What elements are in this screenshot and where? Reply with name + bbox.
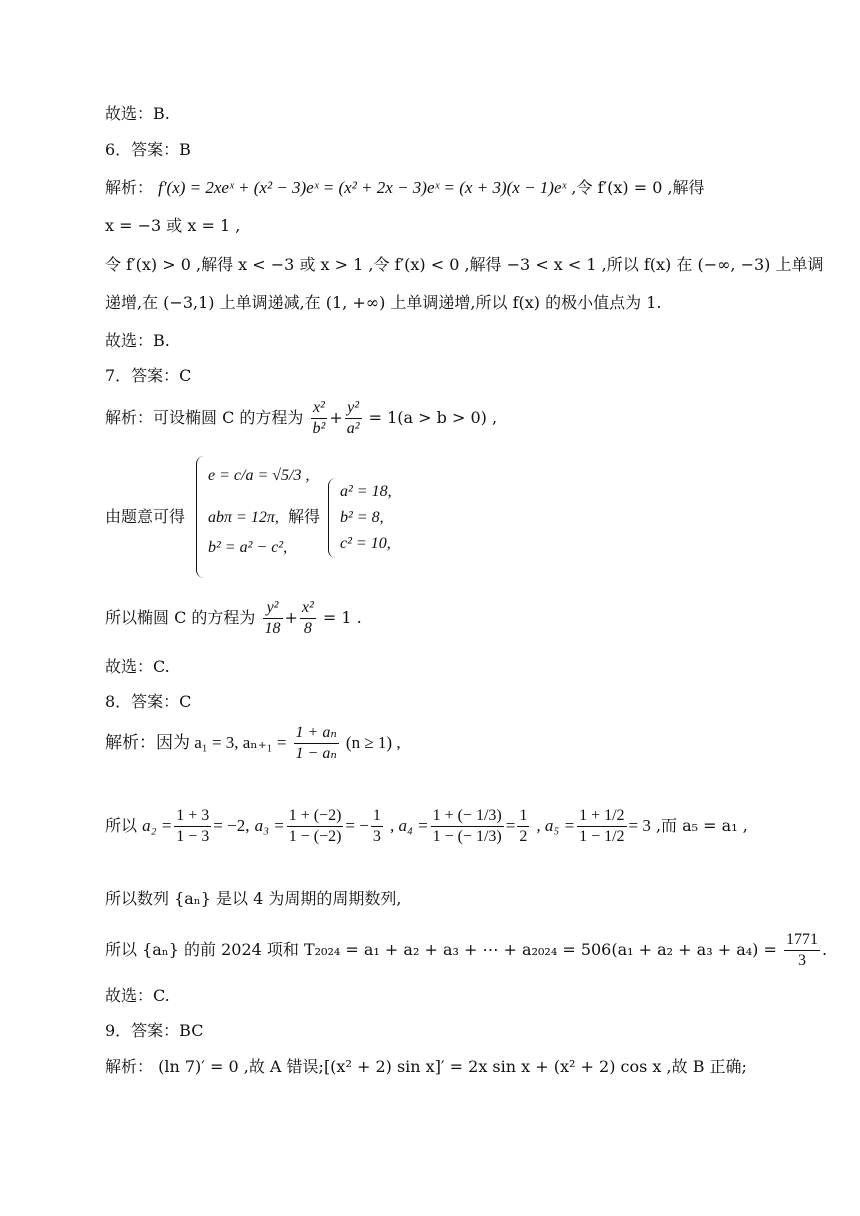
text-line: 故选：C.: [105, 657, 170, 676]
text-line: [105, 176, 705, 200]
text-line: 所以 {aₙ} 的前 2024 项和 T₂₀₂₄ = a₁ + a₂ + a₃ + ⋯ + a₂₀₂₄ = 506(a₁ + a₂ + a₃ + a₄) = $\frac{1771}{3}$ .: [105, 931, 828, 969]
answer-heading: 7．答案：C: [105, 366, 192, 385]
answer-heading: 6．答案：B: [105, 140, 191, 159]
text-line: 解得: [288, 507, 321, 526]
text-line: 故选：C.: [105, 986, 170, 1005]
fraction: $\frac{1}{2}$: [519, 807, 528, 845]
fraction: $\frac{1}{3}$: [372, 807, 381, 845]
fraction: $\frac{1 + 3}{1 - 3}$: [176, 807, 210, 845]
fraction: $\frac{1 + 1/2}{1 - 1/2}$: [579, 807, 625, 845]
label: 所以椭圆 C 的方程为: [105, 608, 256, 627]
text-line: 令 f′(x) > 0 ,解得 x < −3 或 x > 1 ,令 f′(x) < 0 ,解得 −3 < x < 1 ,所以 f(x) 在 (−∞, −3) 上单调: [105, 255, 824, 274]
brace: [196, 456, 205, 578]
text-line: 由题意可得: [105, 507, 186, 526]
system-row: abπ = 12π,: [208, 509, 279, 526]
fraction: $\frac{\text{y²}}{18}$: [264, 599, 281, 637]
system-row: c² = 10,: [340, 535, 391, 552]
label: 解析：可设椭圆 C 的方程为: [105, 408, 304, 427]
system-row: a² = 18,: [340, 483, 392, 500]
brace: [328, 478, 337, 558]
text-line-tail: = 1(a > b > 0) ,: [368, 408, 498, 427]
label: 所以 {aₙ} 的前 2024 项和 T₂₀₂₄ = a₁ + a₂ + a₃ + ⋯ + a₂₀₂₄ = 506(a₁ + a₂ + a₃ + a₄) =: [105, 940, 777, 959]
text-line: 递增,在 (−3,1) 上单调递减,在 (1, +∞) 上单调递增,所以 f(x) 的极小值点为 1.: [105, 293, 662, 312]
system-row: b² = 8,: [340, 509, 384, 526]
answer-heading: 8．答案：C: [105, 692, 192, 711]
text-line: 故选：B.: [105, 331, 170, 350]
system-row: b² = a² − c²,: [208, 539, 288, 556]
fraction: $\frac{1771}{3}$: [785, 931, 818, 969]
label: 解析：因为 a₁ = 3, aₙ₊₁ =: [105, 733, 287, 752]
label: 所以: [105, 816, 138, 835]
text-line: 所以 a₂ = $\frac{1 + 3}{1 - 3}$ = −2, a₃ = $\frac{1 + (-2)}{1 - (-2)}$ = − $\frac{1}{3}$ , a₄ = $\frac{1 + (- 1/3)}{1 - (- 1/3)}$ = $\frac{1}{2}$ , a₅ = $\frac{1 + 1/2}{1 - 1/2}$ = 3 ,而 a₅ = a₁ ,: [105, 807, 748, 845]
derivative-formula: f′(x) = 2xeˣ + (x² − 3)eˣ = (x² + 2x − 3)eˣ = (x + 3)(x − 1)eˣ: [158, 178, 567, 197]
text-line: [105, 723, 401, 764]
equation-system: [328, 478, 408, 558]
text-line-tail: = 1 .: [322, 608, 362, 627]
answer-heading: 9．答案：BC: [105, 1021, 204, 1040]
label: 解析：: [105, 178, 154, 197]
text-line: x = −3 或 x = 1 ,: [105, 216, 241, 235]
text-line-tail: (n ≥ 1) ,: [345, 733, 401, 752]
text-line: 所以椭圆 C 的方程为 $\frac{\text{y²}}{18}$ + $\frac{\text{x²}}{8}$ = 1 .: [105, 599, 362, 637]
fraction: $\frac{\text{y²}}{\text{a²}}$: [346, 399, 360, 437]
text-line: 解析： (ln 7)′ = 0 ,故 A 错误;[(x² + 2) sin x]′ = 2x sin x + (x² + 2) cos x ,故 B 正确;: [105, 1057, 747, 1076]
text-line-tail: ,而 a₅ = a₁ ,: [655, 816, 748, 835]
text-line: 所以数列 {aₙ} 是以 4 为周期的周期数列,: [105, 889, 402, 908]
text-line: 故选：B.: [105, 104, 170, 123]
text-line: 解析：可设椭圆 C 的方程为 $\frac{\text{x²}}{\text{b²}}$ + $\frac{\text{y²}}{\text{a²}}$ = 1(a > b > 0) ,: [105, 399, 498, 437]
fraction: $\frac{1 + (-2)}{1 - (-2)}$: [288, 807, 342, 845]
fraction: $\frac{\text{x²}}{\text{b²}}$: [312, 399, 326, 437]
fraction: $\frac{\text{x²}}{8}$: [301, 599, 314, 637]
text-line-tail: ,令 f′(x) = 0 ,解得: [571, 178, 705, 197]
fraction: $\frac{1 + (- 1/3)}{1 - (- 1/3)}$: [432, 807, 502, 845]
system-row: e = c/a = √5/3 ,: [208, 467, 310, 484]
fraction: $\frac{\text{1 + aₙ}}{\text{1 − aₙ}}$: [295, 724, 337, 762]
